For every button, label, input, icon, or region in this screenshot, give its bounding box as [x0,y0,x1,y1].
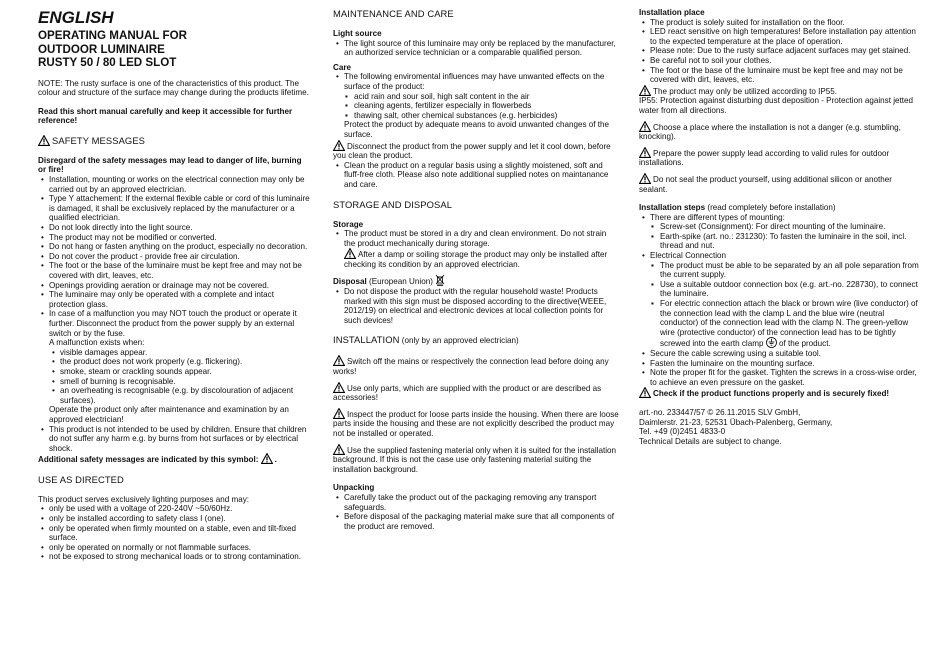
list-item: • Do not hang or fasten anything on the product, especially no decoration. [49,242,310,252]
crossed-bin-icon [435,274,445,286]
ip55-warning [639,85,919,97]
safety-list [38,175,310,453]
additional-messages-end: . [274,455,277,465]
place-warning [639,147,919,168]
list-item: • not be exposed to strong mechanical loads or to strong contamination. [49,552,310,562]
list-item: ▪ Screw-set (Consignment): For direct mounting of the luminaire. [660,222,919,232]
light-source-list [333,39,619,58]
malfunction-text: In case of a malfunction you may NOT touch the product or operate it further. Disconnect the product from the power supply by an external switch or by the fuse. [49,309,297,338]
company-address: Daimlerstr. 21-23, 52531 Übach-Palenberg, Germany, [639,417,833,427]
list-item [344,72,619,139]
install-warning [333,355,619,376]
installation-heading-note: (only by an approved electrician) [401,336,519,346]
telephone: Tel. +49 (0)2451 4833-0 [639,427,726,437]
place-warning-text: Choose a place where the installation is not a danger (e.g. stumbling, knocking). [639,122,901,142]
warning-icon [261,453,273,464]
install-warning-text: Inspect the product for loose parts inside the housing. When there are loose parts inside the housing and these are not explicitly described the product may not be installed or operated. [333,409,619,438]
list-item: • the product does not work properly (e.g. flickering). [60,357,310,367]
warning-icon [38,135,50,146]
list-item: • an overheating is recognisable (e.g. by discolouration of adjacent surfaces). [60,386,310,405]
list-item: • Note the proper fit for the gasket. Tighten the screws in a cross-wise order, to achieve an even pressure on the gasket. [650,368,919,387]
list-item: • only be used with a voltage of 220-240V ~50/60Hz. [49,504,310,514]
unpacking-list [333,493,619,531]
disposal-subheading [333,274,619,287]
list-item: • Do not cover the product - provide free air circulation. [49,252,310,262]
disposal-label: Disposal [333,277,367,287]
place-warning-text: Do not seal the product yourself, using additional silicon or another sealant. [639,174,892,194]
list-item: • The light source of this luminaire may only be replaced by the manufacturer, an authorized service technician or a comparable qualified person. [344,39,619,58]
install-warning [333,408,619,439]
list-item [49,309,310,424]
disposal-note: (European Union) [369,277,433,287]
place-warning [639,121,919,142]
list-item: ▪ Earth-spike (art. no.: 231230): To fasten the luminaire in the soil, incl. thread and nut. [660,232,919,251]
install-warning-text: Use only parts, which are supplied with the product or are described as accessories! [333,383,602,403]
list-item: • Be careful not to soil your clothes. [650,56,919,66]
warning-icon [639,121,651,132]
use-intro: This product serves exclusively lighting purposes and may: [38,494,249,504]
read-manual-notice: Read this short manual carefully and keep it accessible for further reference! [38,106,293,126]
installation-steps-list [639,213,919,388]
list-item: • The foot or the base of the luminaire must be kept free and may not be covered with dirt, leaves, etc. [650,66,919,85]
disregard-warning: Disregard of the safety messages may lead to danger of life, burning or fire! [38,155,302,175]
warning-icon [333,444,345,455]
list-item: ▪ acid rain and sour soil, high salt content in the air [354,92,619,102]
warning-icon [333,355,345,366]
place-warning-text: Prepare the power supply lead according to valid rules for outdoor installations. [639,148,890,168]
steps-note: (read completely before installation) [707,203,836,213]
warning-icon [344,248,356,259]
check-warning [639,387,919,399]
storage-subheading: Storage [333,219,364,229]
language-heading: ENGLISH [38,8,114,27]
earth-clamp-text: For electric connection attach the black or brown wire (live conductor) of the connection lead with the clamp L and the blue wire (neutral conductor) of the connection lead with the clamp N. The green-yellow wire (protective conductor) of the connection lead has to be tightly screwed into the earth clamp [660,299,918,349]
warning-icon [333,140,345,151]
list-item: • Secure the cable screwing using a suitable tool. [650,349,919,359]
safety-heading-text: SAFETY MESSAGES [52,134,146,146]
disposal-list [333,287,619,325]
rusty-note: NOTE: The rusty surface is one of the characteristics of this product. The colour and structure of the surface may change during the products lifetime. [38,78,309,98]
list-item: • visible damages appear. [60,348,310,358]
list-item: • Openings providing aeration or drainage may not be covered. [49,281,310,291]
care-subheading: Care [333,62,351,72]
warning-icon [333,382,345,393]
list-item: • Please note: Due to the rusty surface adjacent surfaces may get stained. [650,46,919,56]
storage-text: The product must be stored in a dry and clean environment. Do not strain the product mechanically during storage. [344,229,607,248]
list-item: • smell of burning is recognisable. [60,377,310,387]
list-item: • Type Y attachement: If the external flexible cable or cord of this luminaire is damaged, it shall be exclusively replaced by the manufacturer or a qualified electrician. [49,194,310,223]
safety-heading [38,135,310,147]
list-item [650,213,919,251]
warning-icon [333,408,345,419]
list-item: • Installation, mounting or works on the electrical connection may only be carried out by an approved electrician. [49,175,310,194]
electrical-connection-list [650,261,919,349]
additional-messages: Additional safety messages are indicated by this symbol: [38,455,259,465]
storage-heading: STORAGE AND DISPOSAL [333,198,453,210]
earth-ground-icon [766,337,777,348]
manual-title-line-3: RUSTY 50 / 80 LED SLOT [38,56,177,69]
installation-place-subheading: Installation place [639,8,705,17]
list-item: • The foot or the base of the luminaire must be kept free and may not be covered with dirt, leaves, etc. [49,261,310,280]
list-item: • The product is solely suited for installation on the floor. [650,18,919,28]
list-item: • Do not dispose the product with the regular household waste! Products marked with this sign must be disposed according to the directive(WEEE, 2012/19) on electrical and electronic devices at local collection points for such devices! [344,287,619,325]
protect-text: Protect the product by adequate means to avoid unwanted changes of the surface. [344,120,610,139]
warning-icon [639,147,651,158]
list-item: • Clean the product on a regular basis using a slightly moistened, soft and fluff-free cloth. Please also note additional supplied notes on maintanance and care. [344,161,619,190]
list-item: • only be operated on normally or not flammable surfaces. [49,543,310,553]
install-warning-text: Switch off the mains or respectively the connection lead before doing any works! [333,357,609,377]
storage-warn-text: After a damp or soiling storage the product may only be installed after checking its condition by an approved electrician. [344,250,608,269]
operate-after-text: Operate the product only after maintenance and examination by an approved electrician! [49,405,289,424]
mounting-types-text: There are different types of mounting: [650,212,785,222]
disconnect-text: Disconnect the product from the power supply and let it cool down, before you clean the product. [333,141,611,161]
list-item: • Carefully take the product out of the packaging removing any transport safeguards. [344,493,619,512]
list-item: ▪ Use a suitable outdoor connection box (e.g. art.-no. 228730), to connect the luminaire. [660,280,919,299]
list-item [650,251,919,349]
light-source-subheading: Light source [333,29,382,38]
place-warning [639,173,919,194]
mounting-types-list [650,222,919,251]
installation-heading [333,334,619,346]
electrical-connection-text: Electrical Connection [650,251,727,261]
ip55-warning-text: The product may only be utilized according to IP55. [653,86,838,96]
list-item: ▪ thawing salt, other chemical substances (e.g. herbicides) [354,111,619,121]
malfunction-exists-text: A malfunction exists when: [49,338,145,348]
malfunction-list [49,348,310,406]
warning-icon [639,173,651,184]
list-item: • Do not look directly into the light source. [49,223,310,233]
list-item: • This product is not intended to be used by children. Ensure that children do not suffer any harm e.g. by burns from hot surfaces or by electrical shock. [49,425,310,454]
use-heading: USE AS DIRECTED [38,473,124,485]
maintenance-heading: MAINTENANCE AND CARE [333,8,454,19]
installation-place-list [639,18,919,85]
installation-steps-subheading [639,203,919,213]
list-item [660,299,919,349]
list-item: • only be operated when firmly mounted on a stable, even and tilt-fixed surface. [49,524,310,543]
list-item: • LED react sensitive on high temperatures! Before installation pay attention to the expected temperature at the place of operation. [650,27,919,46]
clean-list [333,161,619,190]
care-list [333,72,619,139]
steps-label: Installation steps [639,203,706,213]
manual-title-line-2: OUTDOOR LUMINAIRE [38,42,165,56]
use-list [38,504,310,562]
warning-icon [639,85,651,96]
list-item: ▪ cleaning agents, fertilizer especially in flowerbeds [354,101,619,111]
unpacking-subheading: Unpacking [333,483,375,493]
install-warning [333,382,619,403]
list-item: • The luminaire may only be operated with a complete and intact protection glass. [49,290,310,309]
care-text: The following enviromental influences may have unwanted effects on the surface of the product: [344,72,605,91]
storage-list [333,229,619,269]
list-item: • The product may not be modified or converted. [49,233,310,243]
list-item: • smoke, steam or crackling sounds appear. [60,367,310,377]
column-middle [333,8,619,531]
install-warning [333,444,619,475]
ip55-description: IP55: Protection against disturbing dust deposition - Protection against jetted water from all directions. [639,96,914,115]
list-item: • Fasten the luminaire on the mounting surface. [650,359,919,369]
earth-clamp-end: of the product. [778,339,831,349]
article-number: art.-no. 233447/57 © 26.11.2015 SLV GmbH, [639,407,801,417]
warning-icon [639,387,651,398]
column-right [639,8,919,446]
manual-title-line-1: OPERATING MANUAL FOR [38,29,187,42]
list-item: • Before disposal of the packaging material make sure that all components of the product are removed. [344,512,619,531]
care-sublist [344,92,619,121]
list-item: • only be installed according to safety class I (one). [49,514,310,524]
technical-note: Technical Details are subject to change. [639,436,782,446]
install-warning-text: Use the supplied fastening material only when it is suited for the installation background. If this is not the case use only fastening material suiting the installation background. [333,445,617,474]
list-item [344,229,619,269]
installation-heading-text: INSTALLATION [333,334,400,346]
column-left [38,8,310,562]
check-text: Check if the product functions properly and is securely fixed! [653,389,890,399]
list-item: ▪ The product must be able to be separated by an all pole separation from the current supply. [660,261,919,280]
disconnect-warning [333,140,619,161]
